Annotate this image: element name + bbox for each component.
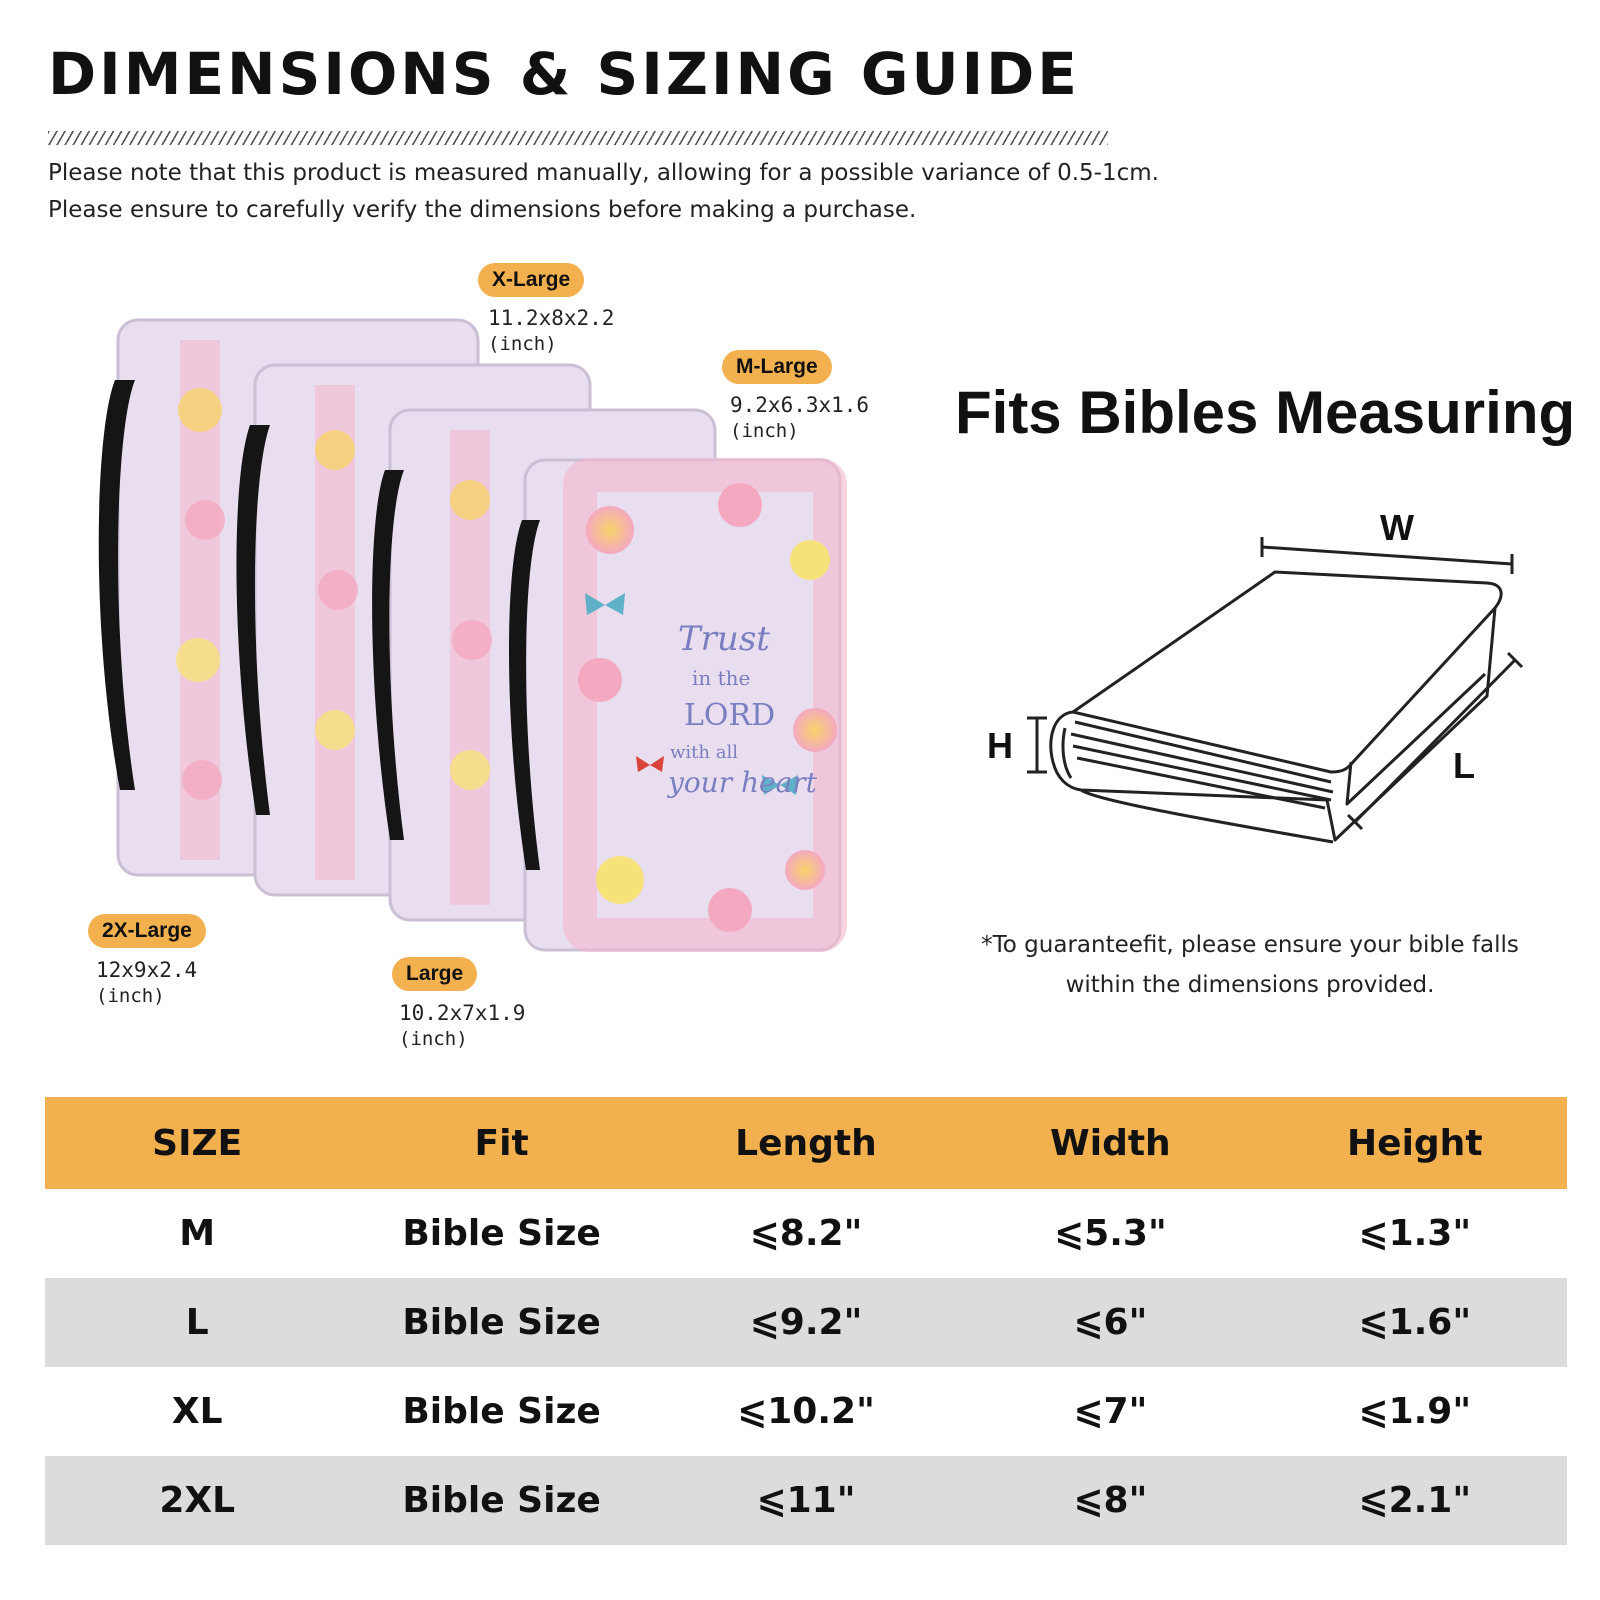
- width-label: W: [1380, 507, 1414, 548]
- column-header-fit: Fit: [349, 1097, 653, 1189]
- dims-large-value: 10.2x7x1.9: [399, 1001, 526, 1025]
- page-title: DIMENSIONS & SIZING GUIDE: [48, 40, 1080, 108]
- column-header-length: Length: [654, 1097, 958, 1189]
- table-row: [45, 1189, 1567, 1278]
- table-row: [45, 1456, 1567, 1545]
- column-header-size: SIZE: [45, 1097, 349, 1189]
- cell-width: ⩽7": [1073, 1391, 1148, 1432]
- dims-m-large-value: 9.2x6.3x1.6: [730, 393, 870, 417]
- cover-text-line-1: Trust: [678, 619, 770, 659]
- guarantee-line-2: within the dimensions provided.: [1065, 972, 1435, 998]
- size-table: [45, 1097, 1567, 1545]
- dims-x-large-value: 11.2x8x2.2: [488, 306, 615, 330]
- size-tag-2x-large: 2X-Large: [88, 914, 206, 948]
- cell-fit: Bible Size: [402, 1213, 601, 1254]
- cover-text-line-5: your heart: [668, 766, 817, 799]
- book-outline-illustration: [975, 500, 1545, 860]
- dims-2x-large-unit: (inch): [96, 985, 165, 1007]
- cell-length: ⩽8.2": [749, 1213, 863, 1254]
- cell-fit: Bible Size: [349, 1278, 653, 1367]
- cell-width: ⩽8": [958, 1456, 1262, 1545]
- size-tag-x-large: X-Large: [478, 263, 584, 297]
- column-header-height: Height: [1263, 1097, 1567, 1189]
- cell-length: ⩽11": [654, 1456, 958, 1545]
- cell-height: ⩽1.6": [1263, 1278, 1567, 1367]
- cell-size: M: [179, 1213, 216, 1254]
- cover-m-large: [509, 460, 840, 950]
- cover-text-line-3: LORD: [684, 698, 776, 733]
- cell-size: L: [45, 1278, 349, 1367]
- fits-title: Fits Bibles Measuring: [955, 379, 1576, 446]
- dims-2x-large: [96, 957, 197, 1009]
- variance-note: Please note that this product is measured manually, allowing for a possible variance of 0.5-1cm.: [48, 160, 1159, 186]
- cell-size: XL: [171, 1391, 223, 1432]
- length-label: L: [1453, 745, 1475, 786]
- column-header-width: Width: [958, 1097, 1262, 1189]
- cover-text-line-2: in the: [692, 666, 751, 690]
- verify-note: Please ensure to carefully verify the dimensions before making a purchase.: [48, 197, 917, 223]
- book-dimension-diagram: [975, 500, 1545, 860]
- fit-guarantee-note: [940, 925, 1560, 1005]
- table-row: [45, 1278, 1567, 1367]
- guarantee-line-1: *To guaranteefit, please ensure your bible falls: [981, 932, 1519, 958]
- size-tag-large: Large: [392, 957, 477, 991]
- table-row: [45, 1367, 1567, 1456]
- hatched-divider: [48, 131, 1108, 145]
- height-label: H: [987, 725, 1013, 766]
- cell-height: ⩽1.9": [1358, 1391, 1472, 1432]
- cover-text-line-4: with all: [670, 742, 738, 763]
- dims-m-large: [730, 392, 869, 444]
- dims-2x-large-value: 12x9x2.4: [96, 958, 198, 982]
- cell-fit: Bible Size: [349, 1456, 653, 1545]
- cell-width: ⩽6": [958, 1278, 1262, 1367]
- dims-m-large-unit: (inch): [730, 420, 799, 442]
- cell-height: ⩽1.3": [1358, 1213, 1472, 1254]
- cell-width: ⩽5.3": [1054, 1213, 1167, 1254]
- table-header-row: [45, 1097, 1567, 1189]
- dims-large: [399, 1000, 525, 1052]
- size-tag-m-large: M-Large: [722, 350, 832, 384]
- cell-fit: Bible Size: [402, 1391, 601, 1432]
- dims-large-unit: (inch): [399, 1028, 468, 1050]
- cell-length: ⩽10.2": [737, 1391, 875, 1432]
- cell-length: ⩽9.2": [654, 1278, 958, 1367]
- cell-height: ⩽2.1": [1263, 1456, 1567, 1545]
- dims-x-large-unit: (inch): [488, 333, 557, 355]
- dims-x-large: [488, 305, 614, 357]
- cell-size: 2XL: [45, 1456, 349, 1545]
